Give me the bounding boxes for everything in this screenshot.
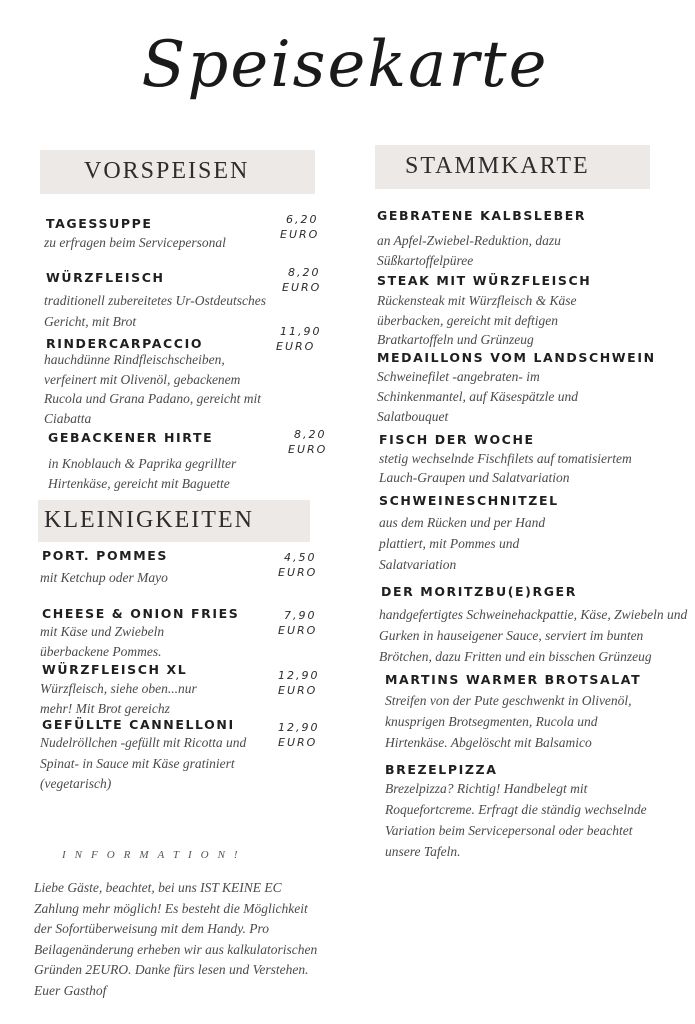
menu-item-name: GEFÜLLTE CANNELLONI — [42, 717, 235, 732]
price-currency: EURO — [278, 736, 318, 749]
menu-item-price — [288, 427, 328, 457]
info-text: Liebe Gäste, beachtet, bei uns IST KEINE EC Zahlung mehr möglich! Es besteht die Möglichkeit der Sofortüberweisung mit dem Handy. Pro Beilagenänderung erheben wir aus kalkulatorischen Gründen 2EURO. Danke fürs lesen und Verstehen. Euer Gasthof — [34, 880, 318, 998]
menu-item-description: traditionell zubereitetes Ur-Ostdeutsches Gericht, mit Brot — [44, 293, 266, 329]
menu-item-name: WÜRZFLEISCH XL — [42, 662, 188, 677]
price-amount: 12,90 — [278, 669, 320, 682]
menu-item-price — [278, 720, 320, 750]
info-title: INFORMATION! — [62, 849, 247, 861]
menu-item-name: SCHWEINESCHNITZEL — [379, 493, 559, 508]
menu-item-name: WÜRZFLEISCH — [46, 270, 165, 285]
menu-item-name: STEAK MIT WÜRZFLEISCH — [377, 273, 592, 288]
menu-item-description: in Knoblauch & Paprika gegrillter Hirtenkäse, gereicht mit Baguette — [48, 456, 237, 491]
section-heading-label: KLEINIGKEITEN — [44, 507, 254, 533]
menu-item-description: zu erfragen beim Servicepersonal — [44, 235, 226, 250]
menu-item-name: PORT. POMMES — [42, 548, 168, 563]
menu-item-description: mit Käse und Zwiebeln überbackene Pommes. — [40, 624, 165, 659]
menu-item-description: hauchdünne Rindfleischscheiben, verfeinert mit Olivenöl, gebackenem Rucola und Grana Padano, gereicht mit Ciabatta — [44, 352, 261, 426]
price-currency: EURO — [278, 566, 318, 579]
menu-item-name: DER MORITZBU(E)RGER — [381, 584, 577, 599]
price-currency: EURO — [288, 443, 328, 456]
menu-item-description: Streifen von der Pute geschwenkt in Olivenöl, knusprigen Brotsegmenten, Rucola und Hirtenkäse. Abgelöscht mit Balsamico — [385, 693, 632, 750]
menu-item-name: BREZELPIZZA — [385, 762, 498, 777]
price-currency: EURO — [282, 281, 322, 294]
menu-item-price — [278, 608, 318, 638]
menu-item-description: Würzfleisch, siehe oben...nur mehr! Mit Brot gereichz — [40, 681, 197, 716]
menu-item-description: handgefertigtes Schweinehackpattie, Käse, Zwiebeln und Gurken in hauseigener Sauce, serviert im bunten Brötchen, dazu Fritten und ein bisschen Grünzeug — [379, 607, 688, 664]
menu-item-name: GEBRATENE KALBSLEBER — [377, 208, 587, 223]
menu-item-name: MARTINS WARMER BROTSALAT — [385, 672, 642, 687]
price-amount: 6,20 — [286, 213, 319, 226]
menu-item-name: CHEESE & ONION FRIES — [42, 606, 240, 621]
price-amount: 7,90 — [284, 609, 317, 622]
menu-item-name: FISCH DER WOCHE — [379, 432, 535, 447]
menu-item-name: GEBACKENER HIRTE — [48, 430, 214, 445]
price-amount: 8,20 — [288, 266, 321, 279]
section-heading-label: STAMMKARTE — [405, 153, 590, 179]
menu-item-price — [282, 265, 322, 295]
price-currency: EURO — [278, 684, 318, 697]
price-amount: 11,90 — [280, 325, 322, 338]
menu-item-name: RINDERCARPACCIO — [46, 336, 204, 351]
price-currency: EURO — [276, 340, 316, 353]
price-amount: 4,50 — [284, 551, 317, 564]
menu-item-price — [276, 324, 322, 354]
menu-item-name: MEDAILLONS VOM LANDSCHWEIN — [377, 350, 656, 365]
section-heading-kleinigkeiten — [38, 500, 310, 542]
price-currency: EURO — [280, 228, 320, 241]
menu-item-description: stetig wechselnde Fischfilets auf tomatisiertem Lauch-Graupen und Salatvariation — [379, 451, 632, 485]
price-amount: 12,90 — [278, 721, 320, 734]
menu-item-description: Nudelröllchen -gefüllt mit Ricotta und Spinat- in Sauce mit Käse gratiniert (vegetarisch) — [40, 735, 247, 791]
menu-item-name: TAGESSUPPE — [46, 216, 153, 231]
menu-item-price — [278, 668, 320, 698]
menu-item-description: an Apfel-Zwiebel-Reduktion, dazu Süßkartoffelpüree — [377, 233, 561, 268]
price-currency: EURO — [278, 624, 318, 637]
price-amount: 8,20 — [294, 428, 327, 441]
section-heading-vorspeisen — [40, 150, 315, 194]
section-heading-stammkarte — [375, 145, 650, 189]
menu-item-price — [280, 212, 320, 242]
menu-item-description: Schweinefilet -angebraten- im Schinkenmantel, auf Käsespätzle und Salatbouquet — [377, 369, 578, 424]
section-heading-label: VORSPEISEN — [84, 158, 250, 184]
menu-item-price — [278, 550, 318, 580]
menu-item-description: Rückensteak mit Würzfleisch & Käse überbacken, gereicht mit deftigen Bratkartoffeln und Grünzeug — [377, 293, 577, 347]
menu-item-description: Brezelpizza? Richtig! Handbelegt mit Roquefortcreme. Erfragt die ständig wechselnde Variation beim Servicepersonal oder beachtet unsere Tafeln. — [385, 781, 647, 859]
menu-title: Speisekarte — [141, 28, 549, 102]
menu-item-description: aus dem Rücken und per Hand plattiert, mit Pommes und Salatvariation — [379, 515, 546, 572]
menu-item-description: mit Ketchup oder Mayo — [40, 570, 168, 585]
